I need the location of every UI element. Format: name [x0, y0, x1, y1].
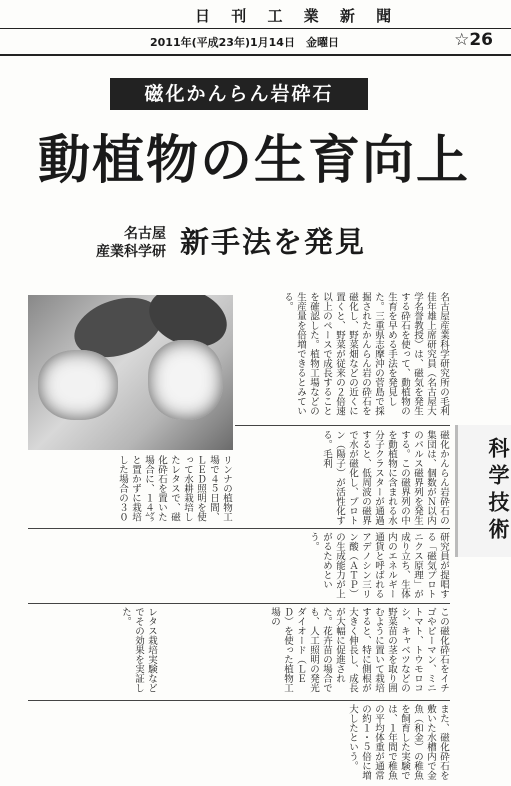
issue-date: 2011年(平成23年)1月14日 金曜日	[150, 36, 339, 49]
column-rule	[28, 700, 450, 701]
org-line-2: 産業科学研	[96, 244, 166, 260]
newspaper-name: 日 刊 工 業 新 聞	[195, 7, 400, 25]
org-line-1: 名古屋	[124, 226, 166, 242]
masthead-rule	[0, 28, 511, 29]
masthead-rule-bottom	[0, 54, 511, 56]
section-label: 科学技術	[455, 425, 511, 557]
column-rule	[28, 528, 450, 529]
photo-vegetable	[38, 350, 118, 420]
body-column: 磁化かんらん岩砕石の集団は、個数がＮ以内のパルス磁界列を発生する。この磁界列の中を動植物に含まれる水分子クラスターが通過すると、低周波の磁界で水が磁化し、プロトン（陽子）が活性化する。毛利	[321, 430, 449, 525]
subheadline: 新手法を発見	[180, 225, 367, 259]
body-column: リンナの植物工場で４５日間、ＬＥＤ照明を使って水耕栽培したレタスで、磁化砕石を置いた場合に、１４㌘と置かずに栽培した場合の３０	[117, 455, 232, 522]
organization-name	[80, 225, 166, 261]
column-rule	[235, 425, 450, 426]
photo-vegetable	[148, 340, 223, 420]
column-rule	[28, 603, 450, 604]
masthead	[0, 3, 511, 59]
article-photo	[28, 295, 233, 450]
body-column: この磁化砕石をイチゴやピーマン、ミニトマト、トウモロコシ、キャベツなどの野菜苗の茎を取り囲むように置いて栽培すると、特に側根が大きく伸長し、成長が大幅に促進された。花卉苗の場合でも、人工照明の発光ダイオード（ＬＥＤ）を使った植物工場の	[269, 607, 449, 693]
body-column: また、磁化砕石を敷いた水槽内で金魚（和金）の稚魚を飼育した実験では、１年間で稚魚の平均体重が通常の約１・５倍に増大したという。	[347, 704, 449, 780]
page-number: ☆26	[454, 30, 493, 50]
body-column: 名古屋産業科学研究所の毛利佳年雄上席研究員（名古屋大学名誉教授）は、磁気を発生する砕石を使って、動植物の生育を早める手法を発見した。三重県志摩沖の菅島で採掘されたかんらん岩の砕石を磁化し、野菜畑などの近くに置くと、野菜が従来の２倍速以上のペースで成長することを確認した。植物工場などの生産量を倍増できるとみている。	[282, 292, 449, 416]
headline: 動植物の生育向上	[38, 130, 471, 191]
body-column: レタス栽培実験などでその効果を実証した。	[120, 607, 157, 693]
kicker-banner: 磁化かんらん岩砕石	[110, 78, 368, 110]
body-column: 研究員が提唱する「磁気プロトニクス原理」が成り立ち、生体内のエネルギー通貨と呼ばれるアデノシン三リン酸（ＡＴＰ）の生成能力が上がるためという。	[308, 532, 449, 599]
